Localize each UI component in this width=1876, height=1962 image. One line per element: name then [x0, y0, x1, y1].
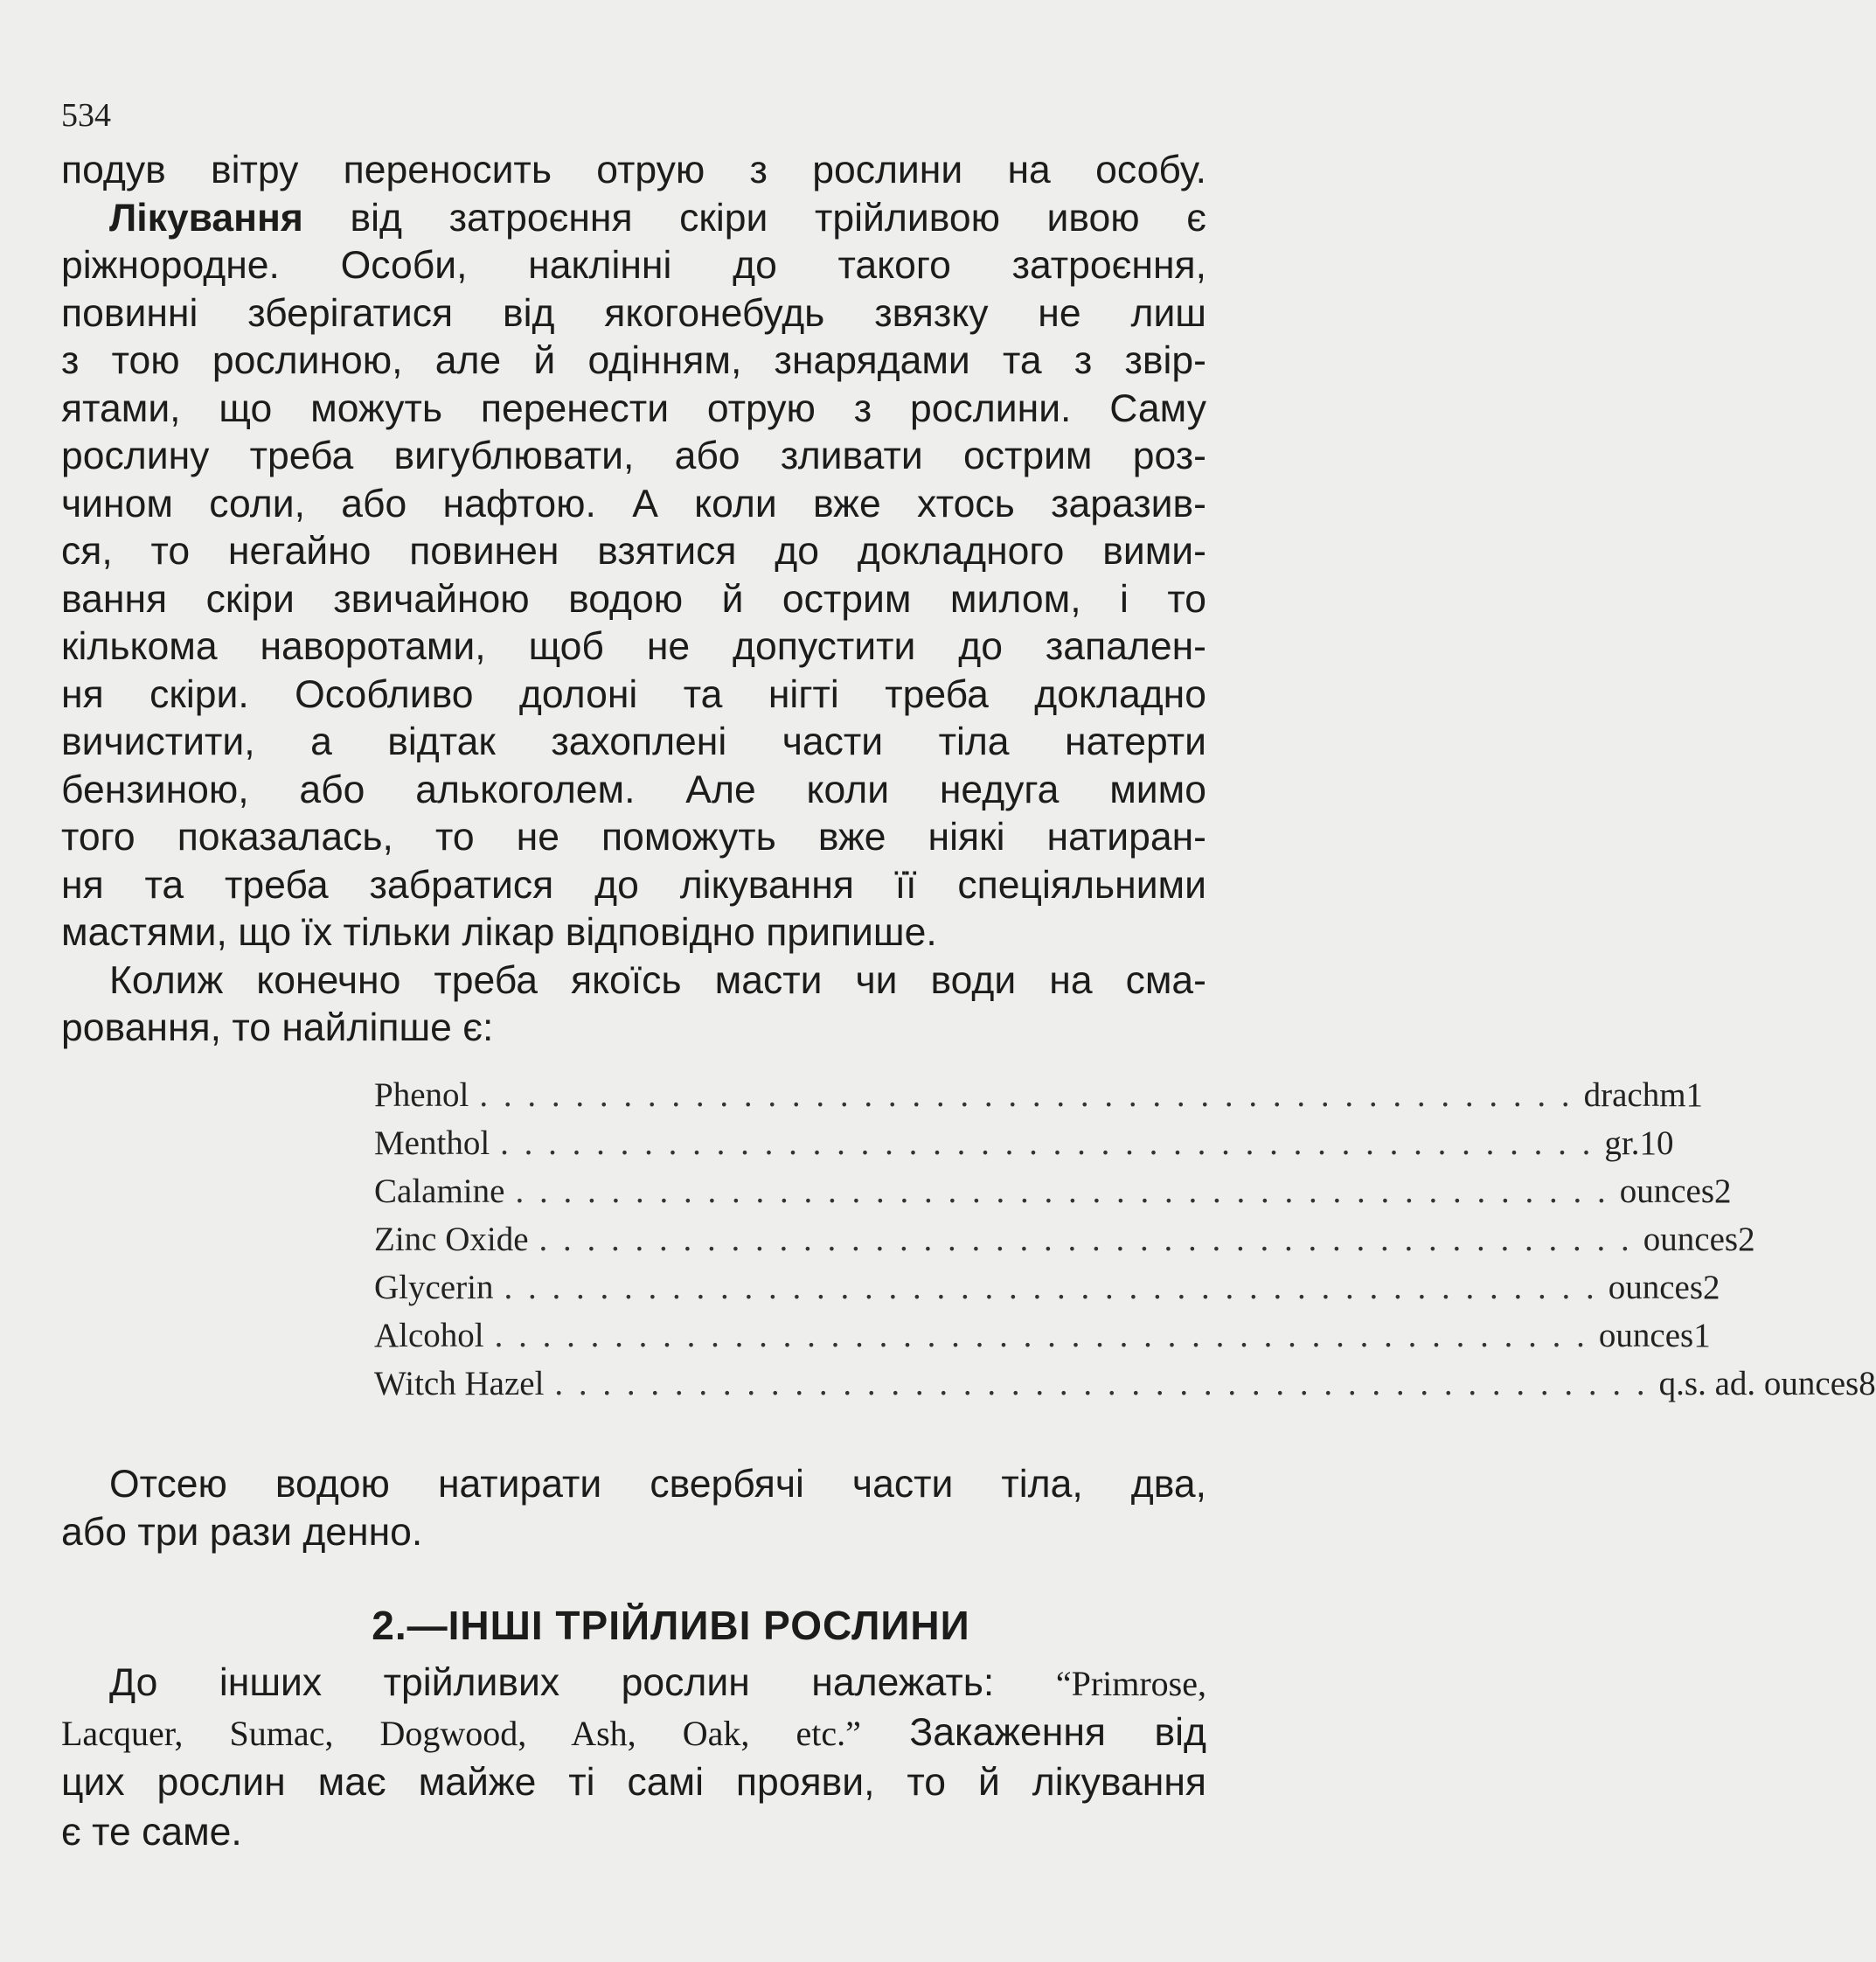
text-line: бензиною, або алькоголем. Але коли недуга мимо	[61, 768, 1206, 811]
text-line: ровання, то найліпше є:	[61, 1006, 494, 1049]
leader-dots: . . . . . . . . . . . . . . . . . . . . . . . . . . . . . . . . . . . . . . . . . . . . . .	[538, 1221, 1633, 1258]
leader-dots: . . . . . . . . . . . . . . . . . . . . . . . . . . . . . . . . . . . . . . . . . . . . . .	[504, 1269, 1598, 1306]
leader-dots: . . . . . . . . . . . . . . . . . . . . . . . . . . . . . . . . . . . . . . . . . . . . . .	[500, 1124, 1595, 1162]
leader-dots: . . . . . . . . . . . . . . . . . . . . . . . . . . . . . . . . . . . . . . . . . . . . . .	[515, 1172, 1609, 1210]
text-line: рослину треба вигублювати, або зливати острим роз-	[61, 435, 1206, 477]
ingredient-unit: ounces	[1619, 1172, 1715, 1210]
text-fragment: Lacquer, Sumac, Dogwood, Ash, Oak, etc.”	[61, 1714, 861, 1753]
ingredient-qty: 10	[1639, 1124, 1674, 1162]
ingredient-unit: ounces	[1643, 1221, 1739, 1258]
ingredient-name: Calamine	[374, 1172, 505, 1210]
formula-row	[374, 1268, 1720, 1316]
section-heading: 2.—ІНШІ ТРІЙЛИВІ РОСЛИНИ	[372, 1603, 970, 1648]
text-line: ятами, що можуть перенести отрую з рослини. Саму	[61, 386, 1206, 430]
ingredient-name: Witch Hazel	[374, 1365, 545, 1402]
text-line: цих рослин має майже ті самі прояви, то й лікування	[61, 1761, 1206, 1804]
text-line: подув вітру переносить отрую з рослини на особу.	[61, 149, 1206, 191]
text-line: вичистити, а відтак захоплені части тіла натерти	[61, 720, 1206, 763]
text-line: ся, то негайно повинен взятися до докладного вими-	[61, 530, 1206, 573]
text-line: мастями, що їх тільки лікар відповідно припише.	[61, 911, 937, 954]
ingredient-qty: 2	[1738, 1221, 1755, 1258]
ingredient-unit: ounces	[1598, 1317, 1694, 1354]
text-line: чином соли, або нафтою. А коли вже хтось заразив-	[61, 482, 1206, 525]
text-line: ріжнородне. Особи, наклінні до такого затроєння,	[61, 244, 1206, 287]
text-fragment: “Primrose,	[1055, 1664, 1206, 1703]
ingredient-name: Glycerin	[374, 1269, 494, 1306]
formula-list	[374, 1075, 1876, 1412]
text-line: вання скіри звичайною водою й острим милом, і то	[61, 577, 1206, 621]
after-formula-text	[61, 1460, 1206, 1556]
ingredient-unit: ounces	[1608, 1269, 1704, 1306]
formula-row	[374, 1172, 1732, 1220]
ingredient-qty: 2	[1703, 1269, 1720, 1306]
page-number: 534	[61, 97, 111, 134]
main-text	[61, 147, 1206, 1053]
text-line: або три рази денно.	[61, 1511, 423, 1554]
leader-dots: . . . . . . . . . . . . . . . . . . . . . . . . . . . . . . . . . . . . . . . . . . . . . .	[494, 1317, 1588, 1354]
text-line: Колиж конечно треба якоїсь масти чи води на сма-	[109, 958, 1206, 1002]
text-line	[61, 1708, 1206, 1757]
ingredient-qty: 2	[1714, 1172, 1732, 1210]
text-line	[61, 1658, 1206, 1708]
text-line: кількома наворотами, щоб не допустити до запален-	[61, 625, 1206, 668]
treatment-label: Лікування	[109, 196, 303, 240]
text-line: того показалась, то не поможуть вже ніякі натиран-	[61, 816, 1206, 859]
leader-dots: . . . . . . . . . . . . . . . . . . . . . . . . . . . . . . . . . . . . . . . . . . . . . .	[479, 1076, 1574, 1114]
formula-row	[374, 1075, 1704, 1124]
ingredient-name: Menthol	[374, 1124, 490, 1162]
formula-row	[374, 1364, 1876, 1412]
text-fragment: від затроєння скіри трійливою ивою є	[302, 196, 1206, 240]
ingredient-name: Alcohol	[374, 1317, 484, 1354]
section-text	[61, 1658, 1206, 1857]
text-line	[61, 195, 1206, 243]
text-line: є те саме.	[61, 1811, 242, 1854]
formula-row	[374, 1220, 1755, 1268]
ingredient-unit: gr.	[1604, 1124, 1640, 1162]
ingredient-qty: 1	[1693, 1317, 1711, 1354]
ingredient-unit: drachm	[1583, 1076, 1686, 1114]
formula-row	[374, 1316, 1711, 1364]
formula-row	[374, 1124, 1674, 1172]
text-fragment: Закаження від	[860, 1711, 1206, 1754]
ingredient-name: Zinc Oxide	[374, 1221, 529, 1258]
text-line: ня та треба забратися до лікування її спеціяльними	[61, 863, 1206, 907]
leader-dots: . . . . . . . . . . . . . . . . . . . . . . . . . . . . . . . . . . . . . . . . . . . . . .	[554, 1365, 1649, 1402]
text-fragment: До інших трійливих рослин належать:	[109, 1661, 1056, 1704]
ingredient-qty: 1	[1685, 1076, 1704, 1114]
ingredient-qty: 8	[1859, 1365, 1876, 1402]
text-line: з тою рослиною, але й одінням, знарядами та з звір-	[61, 339, 1206, 382]
ingredient-name: Phenol	[374, 1076, 469, 1114]
text-line: Отсею водою натирати свербячі части тіла, два,	[109, 1463, 1206, 1506]
text-line: ня скіри. Особливо долоні та нігті треба докладно	[61, 672, 1206, 716]
ingredient-unit: q.s. ad. ounces	[1658, 1365, 1859, 1402]
text-line: повинні зберігатися від якогонебудь звязку не лиш	[61, 291, 1206, 335]
